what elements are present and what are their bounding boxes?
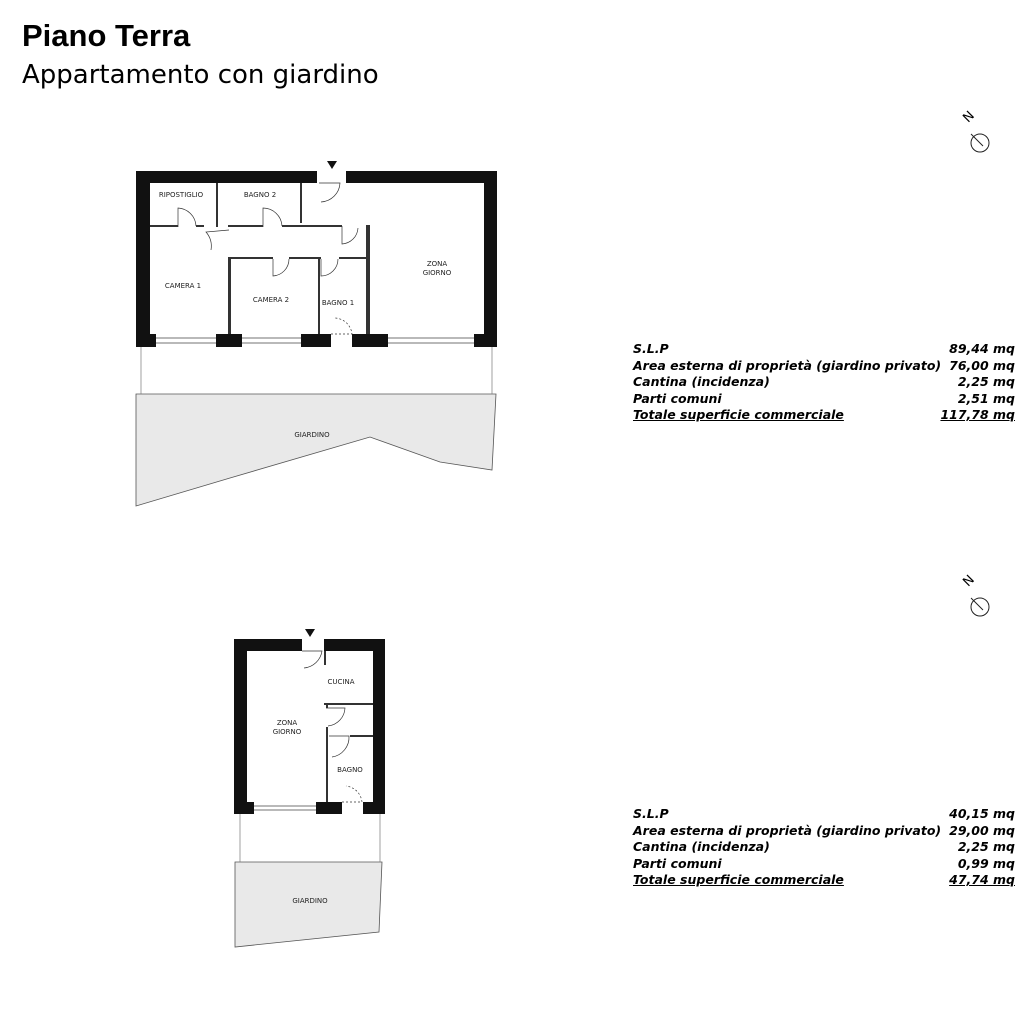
area-label: Cantina (incidenza) xyxy=(633,374,770,389)
area-label: Parti comuni xyxy=(633,390,722,406)
plan2-label-cucina: CUCINA xyxy=(327,678,355,686)
area-row xyxy=(633,839,1015,856)
plan2-label-giorno: GIORNO xyxy=(272,728,302,736)
plan2-compass-n: N xyxy=(960,572,978,590)
area-label: S.L.P xyxy=(633,341,669,356)
plan1-label-bagno1: BAGNO 1 xyxy=(321,299,355,307)
plan1-label-bagno2: BAGNO 2 xyxy=(243,191,277,199)
area-row xyxy=(633,856,1015,873)
plan2-entrance-marker xyxy=(305,629,315,637)
plan1-garden-area xyxy=(136,394,496,506)
area-row xyxy=(633,823,1015,840)
page-title: Piano Terra xyxy=(22,18,191,53)
area-value: 40,15 mq xyxy=(949,806,1015,821)
area-row xyxy=(633,341,1015,358)
page-subtitle: Appartamento con giardino xyxy=(22,60,379,90)
plan1-label-camera2: CAMERA 2 xyxy=(252,296,290,304)
area-label: Cantina (incidenza) xyxy=(633,839,770,854)
total-value: 47,74 mq xyxy=(949,872,1015,887)
area-label: Area esterna di proprietà (giardino privato) xyxy=(633,357,942,373)
area-row xyxy=(633,374,1015,391)
plan2-area-table xyxy=(633,806,1015,889)
area-row xyxy=(633,806,1015,823)
area-value: 2,25 mq xyxy=(957,839,1015,854)
plan-2 xyxy=(234,572,989,947)
area-value: 29,00 mq xyxy=(949,822,1015,838)
plan1-area-table xyxy=(633,341,1015,424)
area-row xyxy=(633,391,1015,408)
plan2-label-giardino: GIARDINO xyxy=(292,897,328,905)
area-label: Parti comuni xyxy=(633,855,722,871)
area-total-row xyxy=(633,872,1015,889)
area-value: 0,99 mq xyxy=(957,855,1015,871)
plan1-north-compass xyxy=(960,108,989,152)
total-value: 117,78 mq xyxy=(940,407,1015,422)
area-value: 76,00 mq xyxy=(949,357,1015,373)
plan1-compass-n: N xyxy=(960,108,978,126)
plan1-label-giorno: GIORNO xyxy=(422,269,452,277)
area-value: 89,44 mq xyxy=(949,341,1015,356)
plan1-entrance-marker xyxy=(327,161,337,169)
plan-1 xyxy=(136,108,989,506)
area-label: S.L.P xyxy=(633,806,669,821)
total-label: Totale superficie commerciale xyxy=(633,872,844,887)
plan1-label-zona: ZONA xyxy=(426,260,448,268)
total-label: Totale superficie commerciale xyxy=(633,407,844,422)
plan2-label-bagno: BAGNO xyxy=(337,766,363,774)
area-label: Area esterna di proprietà (giardino privato) xyxy=(633,822,942,838)
plan1-label-ripostiglio: RIPOSTIGLIO xyxy=(158,191,204,199)
plan2-north-compass xyxy=(960,572,989,616)
area-value: 2,51 mq xyxy=(957,390,1015,406)
area-row xyxy=(633,358,1015,375)
plan1-label-giardino: GIARDINO xyxy=(294,431,330,439)
plan1-label-camera1: CAMERA 1 xyxy=(164,282,202,290)
area-total-row xyxy=(633,407,1015,424)
plan2-label-zona: ZONA xyxy=(276,719,298,727)
area-value: 2,25 mq xyxy=(957,374,1015,389)
